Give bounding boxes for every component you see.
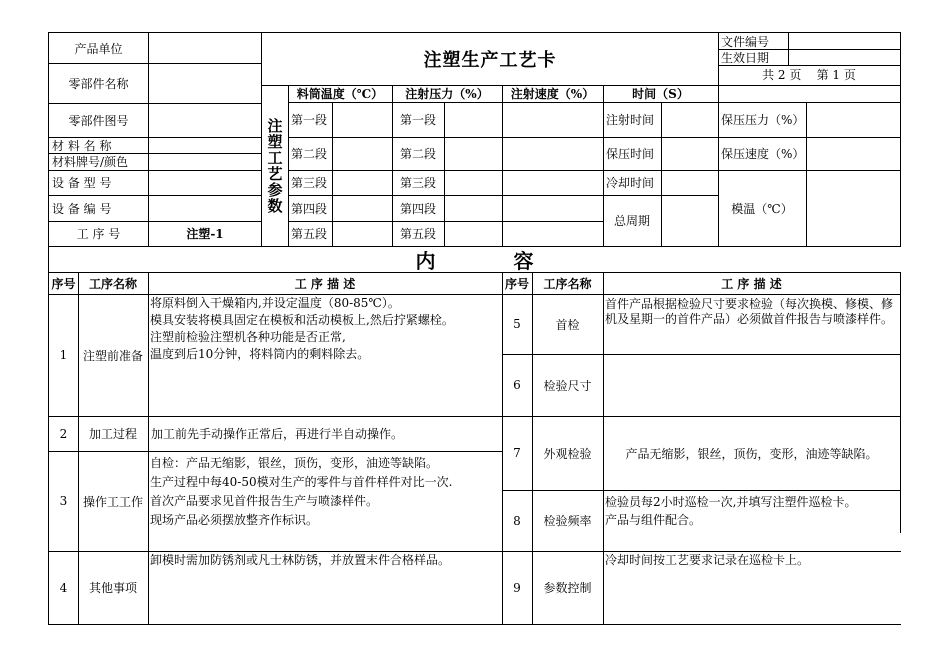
injection-time-label: 注射时间 <box>606 113 655 127</box>
row-8-desc-line: 检验员每2小时巡检一次,并填写注塑件巡检卡。 <box>605 495 857 509</box>
hold-speed-label: 保压速度（%） <box>721 147 805 161</box>
row-3-desc-line: 自检：产品无缩影，银丝，顶伤，变形，油迹等缺陷。 <box>150 456 439 470</box>
grid-line <box>718 85 719 246</box>
grid-line <box>288 102 901 103</box>
row-2-name: 加工过程 <box>88 427 137 441</box>
grid-line <box>332 102 333 246</box>
equipment-model-label: 设 备 型 号 <box>52 176 112 190</box>
row-5-name: 首检 <box>555 317 580 332</box>
grid-line <box>502 490 901 491</box>
row-3-seq: 3 <box>59 494 68 508</box>
row-1-desc-line: 注塑前检验注塑机各种功能是否正常, <box>150 330 346 344</box>
row-1-name: 注塑前准备 <box>82 348 143 363</box>
row-6-name: 检验尺寸 <box>543 378 592 393</box>
grid-line <box>661 102 662 246</box>
material-name-label: 材 料 名 称 <box>52 138 112 153</box>
row-4-name: 其他事项 <box>88 581 137 595</box>
row-7-seq: 7 <box>513 446 521 460</box>
grid-line <box>49 195 262 196</box>
row-8-desc-line: 产品与组件配合。 <box>605 513 702 527</box>
doc-number-label: 文件编号 <box>721 34 770 49</box>
grid-line <box>718 65 901 66</box>
row-8-name: 检验频率 <box>543 514 592 528</box>
pressure-stage-2: 第二段 <box>399 147 436 161</box>
equipment-number-label: 设 备 编 号 <box>52 201 112 216</box>
grid-line <box>148 272 149 624</box>
grid-line <box>49 246 901 247</box>
seq-header-right: 序号 <box>504 276 529 291</box>
cooling-time-label: 冷却时间 <box>606 176 655 190</box>
grid-line <box>49 416 901 417</box>
grid-line <box>718 49 901 50</box>
row-6-seq: 6 <box>513 378 521 392</box>
desc-header-left: 工 序 描 述 <box>294 276 356 291</box>
page-info: 共 2 页 第 1 页 <box>762 68 856 82</box>
grid-line <box>502 272 503 624</box>
grid-line <box>261 32 262 246</box>
mold-temp-label: 模温（℃） <box>731 201 793 216</box>
grid-line <box>288 170 901 171</box>
barrel-stage-4: 第四段 <box>291 201 328 216</box>
grid-line <box>603 272 604 624</box>
content-title: 内容 <box>415 248 612 272</box>
name-header-left: 工序名称 <box>88 276 137 291</box>
row-4-desc <box>148 551 502 624</box>
row-1-desc-line: 模具安装将模具固定在模板和活动模板上,然后拧紧螺栓。 <box>150 313 454 327</box>
pressure-stage-4: 第四段 <box>399 201 436 216</box>
grid-line <box>532 272 533 624</box>
grid-line <box>49 103 262 104</box>
injection-pressure-header: 注射压力（%） <box>405 87 489 101</box>
pressure-stage-1: 第一段 <box>399 113 436 127</box>
grid-line <box>49 272 901 273</box>
row-9-desc-line: 冷却时间按工艺要求记录在巡检卡上。 <box>605 553 810 567</box>
row-4-seq: 4 <box>59 580 68 595</box>
row-1-seq: 1 <box>59 348 68 362</box>
row-7-desc: 产品无缩影，银丝，顶伤，变形，油迹等缺陷。 <box>625 446 878 461</box>
part-drawing-label: 零部件图号 <box>68 113 129 128</box>
seq-header-left: 序号 <box>51 276 76 291</box>
row-3-name: 操作工工作 <box>82 494 143 509</box>
row-3-desc-line: 现场产品必须摆放整齐作标识。 <box>150 513 319 527</box>
page-title: 注塑生产工艺卡 <box>423 50 557 71</box>
grid-line <box>262 85 901 86</box>
grid-line <box>49 170 262 171</box>
hold-pressure-label: 保压压力（%） <box>721 113 805 127</box>
time-header: 时间（S） <box>632 87 689 101</box>
grid-line <box>49 137 262 138</box>
row-8-seq: 8 <box>513 513 521 528</box>
grid-line <box>288 137 901 138</box>
product-unit-label: 产品单位 <box>74 41 123 56</box>
pressure-stage-5: 第五段 <box>399 227 436 241</box>
row-3-desc <box>148 453 502 551</box>
table-border <box>48 32 49 625</box>
row-9-name: 参数控制 <box>543 581 592 595</box>
row-1-desc-line: 将原料倒入干燥箱内,并设定温度（80-85℃）。 <box>150 296 400 310</box>
pressure-stage-3: 第三段 <box>399 176 436 190</box>
grid-line <box>49 294 901 295</box>
injection-speed-header: 注射速度（%） <box>510 87 595 101</box>
row-3-desc-line: 生产过程中每40-50模对生产的零件与首件样件对比一次. <box>150 475 453 489</box>
row-2-seq: 2 <box>59 426 68 441</box>
params-side-title: 注塑工艺参数 <box>265 117 284 214</box>
barrel-stage-2: 第二段 <box>291 147 328 161</box>
process-no-label: 工 序 号 <box>76 227 121 241</box>
table-border <box>48 624 901 625</box>
row-9-seq: 9 <box>513 580 521 595</box>
barrel-temp-header: 料筒温度（℃） <box>296 87 384 101</box>
grid-line <box>502 354 901 355</box>
grid-line <box>806 102 807 246</box>
row-3-desc-line: 首次产品要求见首件报告生产与喷漆样件。 <box>150 494 379 508</box>
row-8-desc <box>603 492 900 551</box>
row-5-desc <box>603 296 900 354</box>
row-9-desc <box>603 551 900 624</box>
row-1-desc-line: 温度到后10分钟，将料筒内的剩料除去。 <box>150 347 370 361</box>
row-5-seq: 5 <box>513 317 521 331</box>
barrel-stage-5: 第五段 <box>291 227 328 241</box>
grid-line <box>444 102 445 246</box>
effective-date-label: 生效日期 <box>721 50 770 65</box>
barrel-stage-3: 第三段 <box>291 176 328 190</box>
grid-line <box>288 195 718 196</box>
table-border <box>49 32 901 33</box>
grid-line <box>603 85 604 246</box>
name-header-right: 工序名称 <box>543 276 592 291</box>
row-1-desc <box>148 294 502 416</box>
row-2-desc: 加工前先手动操作正常后，再进行半自动操作。 <box>151 427 404 441</box>
material-grade-label: 材料牌号/颜色 <box>52 155 129 169</box>
grid-line <box>900 272 901 533</box>
hold-time-label: 保压时间 <box>606 147 655 161</box>
grid-line <box>288 221 603 222</box>
grid-line <box>49 153 262 154</box>
grid-line <box>49 551 901 552</box>
grid-line <box>49 221 262 222</box>
row-4-desc-line: 卸模时需加防锈剂或凡士林防锈，并放置末件合格样品。 <box>150 553 451 567</box>
desc-header-right: 工 序 描 述 <box>721 276 782 291</box>
total-cycle-label: 总周期 <box>613 214 650 228</box>
grid-line <box>49 63 262 64</box>
part-name-label: 零部件名称 <box>68 76 129 91</box>
row-5-desc-line: 首件产品根据检验尺寸要求检验（每次换模、修模、修机及星期一的首件产品）必须做首件报告与喷漆样件。 <box>605 297 894 326</box>
row-7-name: 外观检验 <box>543 446 592 461</box>
grid-line <box>148 32 149 246</box>
barrel-stage-1: 第一段 <box>291 113 328 127</box>
grid-line <box>78 272 79 624</box>
grid-line <box>718 32 719 85</box>
grid-line <box>49 451 502 452</box>
process-no-value: 注塑-1 <box>186 227 224 241</box>
